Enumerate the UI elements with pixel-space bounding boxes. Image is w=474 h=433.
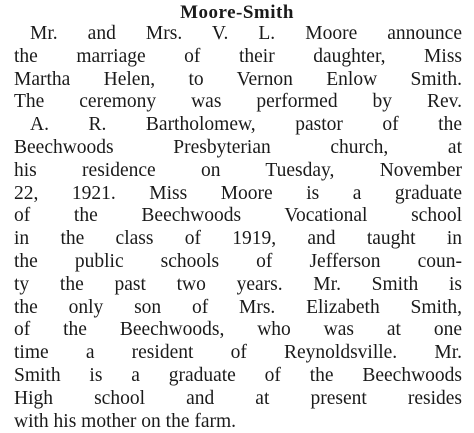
article-line: his residence on Tuesday, November — [14, 159, 462, 181]
article-line: 22, 1921. Miss Moore is a graduate — [14, 182, 462, 204]
article-line: High school and at present resides — [14, 387, 462, 409]
article-line: time a resident of Reynoldsville. Mr. — [14, 342, 462, 364]
article-headline: Moore-Smith — [180, 2, 294, 23]
article-line: A. R. Bartholomew, pastor of the — [30, 114, 462, 136]
article-line: ty the past two years. Mr. Smith is — [14, 273, 462, 295]
article-line: the only son of Mrs. Elizabeth Smith, — [14, 296, 462, 318]
article-line: Smith is a graduate of the Beechwoods — [14, 364, 462, 386]
article-line: Mr. and Mrs. V. L. Moore announce — [30, 23, 462, 44]
article-line: of the Beechwoods Vocational school — [14, 205, 462, 227]
article-line: in the class of 1919, and taught in — [14, 228, 462, 250]
article-body — [14, 23, 462, 433]
article-line: Beechwoods Presbyterian church, at — [14, 136, 462, 158]
article-line: Martha Helen, to Vernon Enlow Smith. — [14, 68, 462, 90]
article-line: the public schools of Jefferson coun- — [14, 250, 462, 272]
article-line: with his mother on the farm. — [14, 410, 237, 432]
article-line: the marriage of their daughter, Miss — [14, 45, 462, 67]
article-line: of the Beechwoods, who was at one — [14, 319, 462, 341]
article-line: The ceremony was performed by Rev. — [14, 91, 462, 113]
